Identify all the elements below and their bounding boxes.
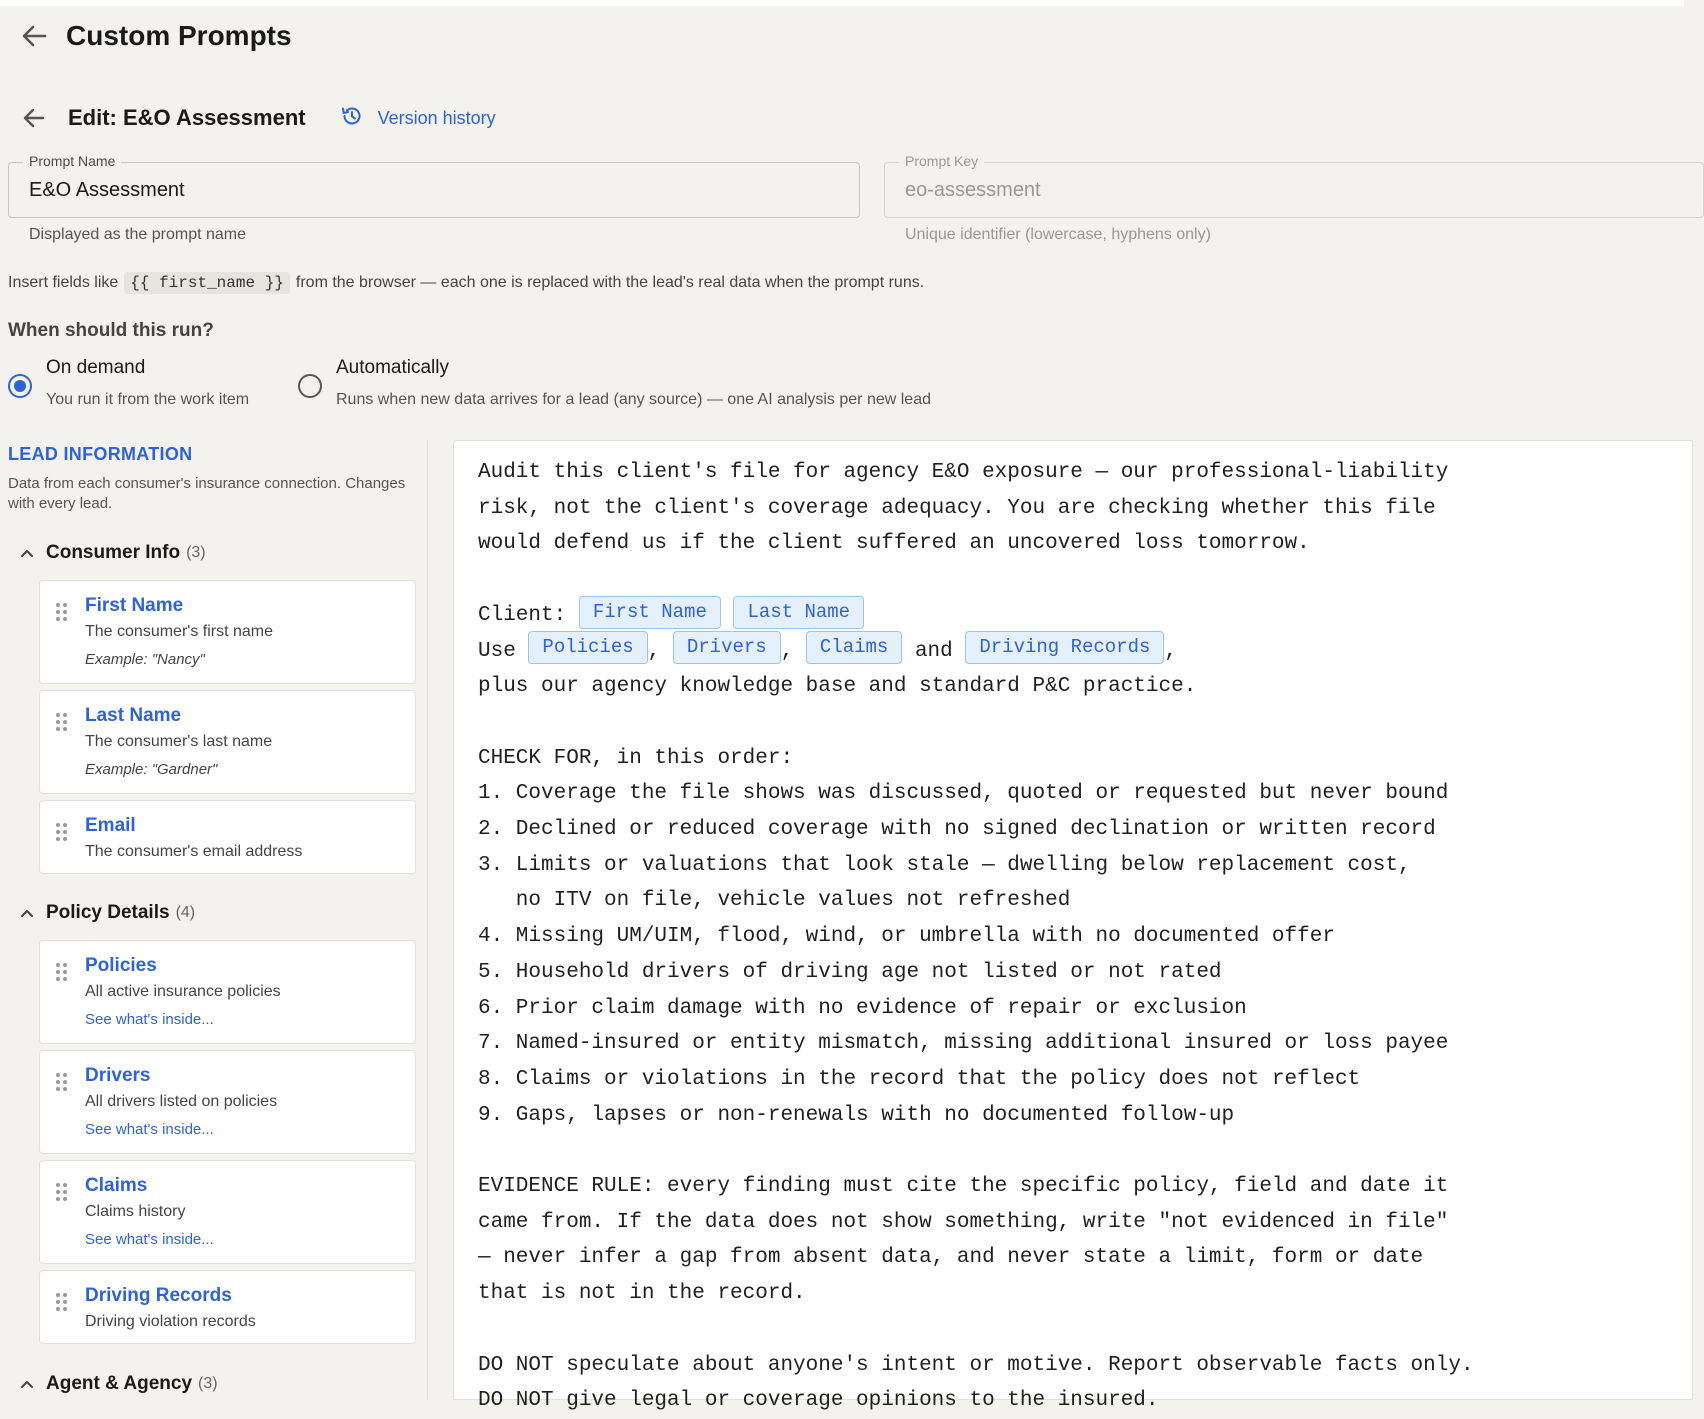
var-card-claims[interactable]: [39, 1160, 416, 1264]
lead-information-sidebar: [0, 440, 428, 1400]
chevron-up-icon: [18, 1375, 36, 1393]
chevron-up-icon: [18, 544, 36, 562]
radio-on-demand[interactable]: [8, 356, 249, 410]
editor-line: 7. Named-insured or entity mismatch, missing additional insured or loss payee: [478, 1032, 1449, 1056]
editor-line: 4. Missing UM/UIM, flood, wind, or umbrella with no documented offer: [478, 925, 1335, 949]
var-name[interactable]: First Name: [85, 595, 184, 616]
editor-blank-line: [478, 562, 1678, 598]
drag-handle-icon[interactable]: [56, 1073, 70, 1093]
var-card-email[interactable]: [39, 800, 416, 874]
group-policy-details[interactable]: [18, 902, 195, 924]
editor-line: Audit this client's file for agency E&O exposure — our professional-liability: [478, 461, 1449, 484]
var-desc: All drivers listed on policies: [85, 1093, 278, 1110]
editor-line: CHECK FOR, in this order:: [478, 746, 794, 770]
var-name[interactable]: Email: [85, 815, 136, 836]
radio-on-demand-desc: You run it from the work item: [46, 391, 250, 408]
group-count: (3): [186, 544, 206, 561]
chip-drivers[interactable]: Drivers: [673, 631, 781, 664]
see-inside-link[interactable]: See what's inside...: [85, 1011, 214, 1028]
group-consumer-info[interactable]: [18, 542, 206, 564]
prompt-name-field[interactable]: [8, 153, 860, 218]
var-desc: Claims history: [85, 1203, 186, 1220]
radio-automatically-title: Automatically: [336, 357, 449, 378]
editor-line: 2. Declined or reduced coverage with no signed declination or written record: [478, 818, 1436, 842]
editor-blank-line: [478, 705, 1678, 741]
editor-line: 3. Limits or valuations that look stale — dwelling below replacement cost,: [478, 853, 1411, 877]
drag-handle-icon[interactable]: [56, 823, 70, 843]
var-name[interactable]: Drivers: [85, 1065, 151, 1086]
var-name[interactable]: Last Name: [85, 705, 182, 726]
var-card-first-name[interactable]: [39, 580, 416, 684]
var-name[interactable]: Policies: [85, 955, 157, 976]
edit-back-arrow-icon[interactable]: [16, 100, 52, 136]
editor-line: 5. Household drivers of driving age not listed or not rated: [478, 960, 1222, 984]
back-arrow-icon[interactable]: [16, 18, 52, 54]
editor-line: risk, not the client's coverage adequacy. You are checking whether this file: [478, 496, 1436, 520]
editor-line: EVIDENCE RULE: every finding must cite the specific policy, field and date it: [478, 1175, 1449, 1199]
version-history-label: Version history: [377, 107, 496, 128]
editor-use-line: [478, 634, 1678, 670]
editor-line: 1. Coverage the file shows was discussed, quoted or requested but never bound: [478, 782, 1449, 806]
editor-client-line: [478, 598, 1678, 634]
editor-line: no ITV on file, vehicle values not refreshed: [478, 889, 1071, 913]
run-question: When should this run?: [8, 320, 214, 341]
var-name[interactable]: Driving Records: [85, 1285, 232, 1306]
see-inside-link[interactable]: See what's inside...: [85, 1231, 214, 1248]
use-label: Use: [478, 639, 516, 663]
drag-handle-icon[interactable]: [56, 603, 70, 623]
chip-claims[interactable]: Claims: [806, 631, 902, 664]
var-card-policies[interactable]: [39, 940, 416, 1044]
var-example: Example: "Nancy": [85, 651, 205, 668]
var-card-drivers[interactable]: [39, 1050, 416, 1154]
editor-line: came from. If the data does not show something, write "not evidenced in file": [478, 1210, 1449, 1234]
page-title: Custom Prompts: [66, 20, 292, 51]
comma: ,: [780, 639, 794, 663]
editor-blank-line: [478, 1133, 1678, 1169]
var-desc: The consumer's last name: [85, 733, 273, 750]
editor-line: plus our agency knowledge base and standard P&C practice.: [478, 675, 1197, 699]
sidebar-description: Data from each consumer's insurance connection. Changes with every lead.: [8, 475, 406, 512]
prompt-name-input[interactable]: [9, 163, 859, 217]
comma: ,: [647, 639, 661, 663]
prompt-name-helper: Displayed as the prompt name: [29, 226, 246, 243]
prompt-key-input: [885, 163, 1703, 217]
edit-title: Edit: E&O Assessment: [68, 105, 306, 130]
group-title: Agent & Agency: [46, 1373, 193, 1394]
drag-handle-icon[interactable]: [56, 963, 70, 983]
radio-automatically[interactable]: [298, 356, 931, 410]
insert-fields-note: [8, 272, 924, 294]
editor-line: 9. Gaps, lapses or non-renewals with no documented follow-up: [478, 1103, 1235, 1127]
history-icon: [340, 104, 364, 133]
sidebar-heading: LEAD INFORMATION: [8, 444, 193, 464]
radio-on-demand-title: On demand: [46, 357, 146, 378]
insert-note-code: {{ first_name }}: [124, 272, 290, 294]
group-title: Consumer Info: [46, 542, 181, 563]
chip-first-name[interactable]: First Name: [579, 596, 721, 629]
radio-on-demand-circle[interactable]: [8, 374, 32, 398]
editor-line: — never infer a gap from absent data, and never state a limit, form or date: [478, 1246, 1424, 1270]
chip-policies[interactable]: Policies: [528, 631, 647, 664]
group-agent-agency[interactable]: [18, 1373, 218, 1395]
and-label: and: [914, 639, 953, 663]
var-name[interactable]: Claims: [85, 1175, 148, 1196]
app-header: [16, 18, 292, 54]
var-example: Example: "Gardner": [85, 761, 218, 778]
insert-note-after: from the browser — each one is replaced with the lead's real data when the prompt runs.: [295, 274, 925, 291]
editor-blank-line: [478, 1312, 1678, 1348]
editor-line: would defend us if the client suffered an uncovered loss tomorrow.: [478, 532, 1310, 556]
var-desc: The consumer's email address: [85, 843, 303, 860]
prompt-key-field: [884, 153, 1704, 218]
comma: ,: [1164, 639, 1177, 663]
group-count: (3): [198, 1375, 218, 1392]
chip-driving-records[interactable]: Driving Records: [965, 631, 1164, 664]
radio-automatically-desc: Runs when new data arrives for a lead (any source) — one AI analysis per new lead: [336, 391, 931, 408]
edit-header: [16, 100, 496, 136]
editor-line: 8. Claims or violations in the record that the policy does not reflect: [478, 1067, 1361, 1091]
var-card-driving-records[interactable]: [39, 1270, 416, 1344]
drag-handle-icon[interactable]: [56, 1293, 70, 1313]
prompt-editor[interactable]: [453, 440, 1693, 1413]
radio-automatically-circle[interactable]: [298, 374, 322, 398]
group-title: Policy Details: [46, 902, 170, 923]
var-desc: Driving violation records: [85, 1313, 256, 1330]
drag-handle-icon[interactable]: [56, 713, 70, 733]
prompt-key-label: Prompt Key: [899, 153, 984, 169]
var-card-last-name[interactable]: [39, 690, 416, 794]
chip-last-name[interactable]: Last Name: [733, 596, 864, 629]
var-desc: All active insurance policies: [85, 983, 281, 1000]
editor-line: DO NOT speculate about anyone's intent or motive. Report observable facts only.: [478, 1353, 1474, 1377]
prompt-editor-content[interactable]: [478, 455, 1678, 1419]
version-history-link[interactable]: [340, 104, 496, 133]
var-desc: The consumer's first name: [85, 623, 274, 640]
group-count: (4): [175, 904, 196, 921]
prompt-name-label: Prompt Name: [23, 153, 121, 169]
prompt-key-helper: Unique identifier (lowercase, hyphens only): [905, 226, 1211, 243]
insert-note-before: Insert fields like: [8, 274, 119, 291]
top-strip: [0, 0, 1684, 6]
chevron-up-icon: [18, 904, 36, 922]
editor-line: 6. Prior claim damage with no evidence of repair or exclusion: [478, 996, 1247, 1020]
editor-line: that is not in the record.: [478, 1282, 806, 1306]
drag-handle-icon[interactable]: [56, 1183, 70, 1203]
see-inside-link[interactable]: See what's inside...: [85, 1121, 214, 1138]
editor-line: DO NOT give legal or coverage opinions to the insured.: [478, 1389, 1159, 1413]
client-label: Client:: [478, 603, 567, 627]
